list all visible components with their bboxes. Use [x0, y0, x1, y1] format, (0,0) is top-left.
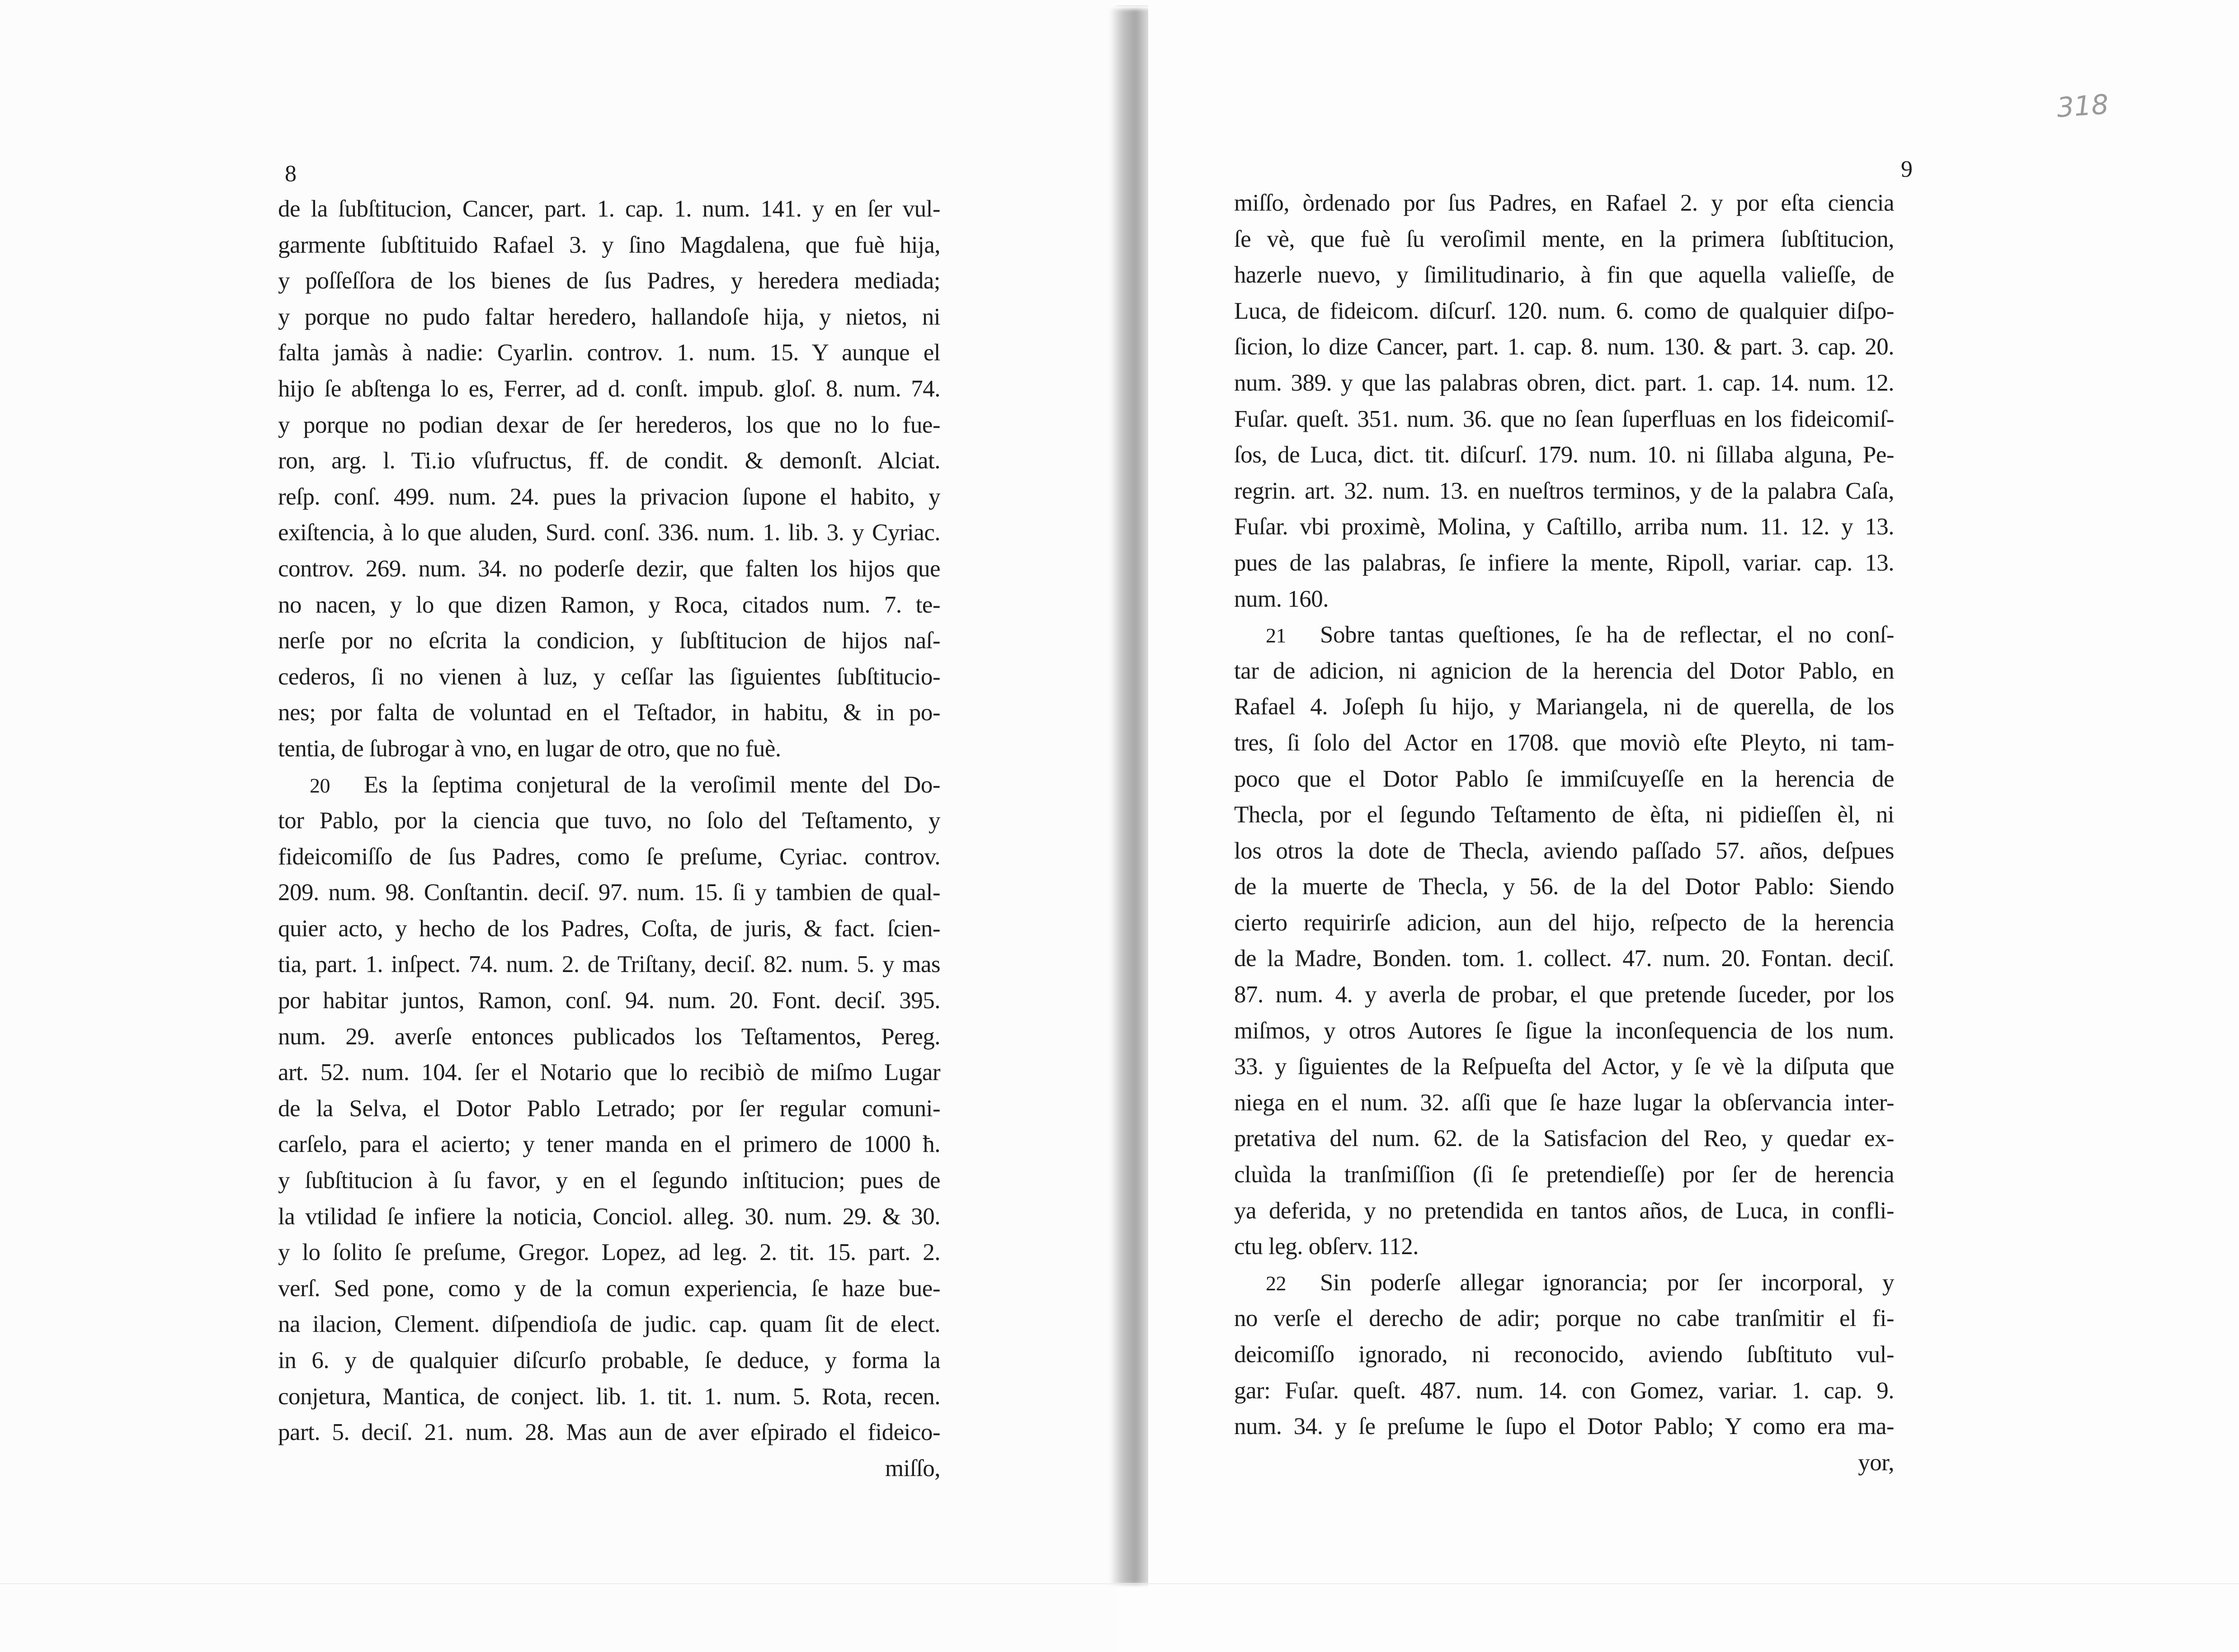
text-line: regrin. art. 32. num. 13. en nueſtros terminos, y de la palabra Caſa, [1234, 477, 1894, 504]
text-line: verſ. Sed pone, como y de la comun experiencia, ſe haze bue- [278, 1275, 940, 1302]
text-line: de la Madre, Bonden. tom. 1. collect. 47. num. 20. Fontan. deciſ. [1234, 945, 1894, 972]
text-line: niega en el num. 32. aſſi que ſe haze lugar la obſervancia inter- [1234, 1089, 1894, 1116]
text-line: ſicion, lo dize Cancer, part. 1. cap. 8. num. 130. & part. 3. cap. 20. [1234, 334, 1894, 360]
text-line: tres, ſi ſolo del Actor en 1708. que moviò eſte Pleyto, ni tam- [1234, 729, 1894, 756]
text-line: cierto requirirſe adicion, aun del hijo, reſpecto de la herencia [1234, 909, 1894, 936]
text-line: nerſe por no eſcrita la condicion, y ſubſtitucion de hijos naſ- [278, 628, 940, 654]
text-line: num. 389. y que las palabras obren, dict. part. 1. cap. 14. num. 12. [1234, 369, 1894, 396]
text-line: quier acto, y hecho de los Padres, Coſta, de juris, & fact. ſcien- [278, 915, 940, 942]
text-line: de la ſubſtitucion, Cancer, part. 1. cap. 1. num. 141. y en ſer vul- [278, 196, 940, 222]
paragraph-number: 20 [310, 774, 330, 797]
page-bottom-edge [0, 1583, 2239, 1584]
binding-gutter-shadow [1110, 9, 1153, 1584]
text-line: los otros la dote de Thecla, aviendo paſſado 57. años, deſpues [1234, 837, 1894, 864]
text-line: num. 34. y ſe preſume le ſupo el Dotor Pablo; Y como era ma- [1234, 1413, 1894, 1440]
text-line: miſmos, y otros Autores ſe ſigue la inconſequencia de los num. [1234, 1017, 1894, 1044]
text-line: de la muerte de Thecla, y 56. de la del Dotor Pablo: Siendo [1234, 873, 1894, 900]
text-line: poco que el Dotor Pablo ſe immiſcuyeſſe en la herencia de [1234, 765, 1894, 792]
text-line: conjetura, Mantica, de conject. lib. 1. tit. 1. num. 5. Rota, recen. [278, 1383, 940, 1410]
text-line: 209. num. 98. Conſtantin. deciſ. 97. num. 15. ſi y tambien de qual- [278, 879, 940, 906]
text-line: garmente ſubſtituido Rafael 3. y ſino Magdalena, que fuè hija, [278, 231, 940, 258]
text-line: miſſo, òrdenado por ſus Padres, en Rafael 2. y por eſta ciencia [1234, 190, 1894, 216]
text-line: na ilacion, Clement. diſpendioſa de judic. cap. quam ſit de elect. [278, 1311, 940, 1338]
catchword: yor, [1858, 1449, 1894, 1476]
paragraph-first-line: 21 Sobre tantas queſtiones, ſe ha de reflectar, el no conſ- [1234, 617, 1894, 653]
text-line: art. 52. num. 104. ſer el Notario que lo recibiò de miſmo Lugar [278, 1059, 940, 1086]
text-line: carſelo, para el acierto; y tener manda en el primero de 1000 ħ. [278, 1131, 940, 1158]
text-line: tentia, de ſubrogar à vno, en lugar de otro, que no fuè. [278, 735, 781, 762]
text-line: exiſtencia, à lo que aluden, Surd. conſ. 336. num. 1. lib. 3. y Cyriac. [278, 519, 940, 546]
text-line: Luca, de fideicom. diſcurſ. 120. num. 6. como de qualquier diſpo- [1234, 297, 1894, 324]
left-page [0, 0, 1117, 1652]
text-line: y porque no podian dexar de ſer herederos, los que no lo fue- [278, 411, 940, 438]
text-line: y ſubſtitucion à ſu favor, y en el ſegundo inſtitucion; pues de [278, 1167, 940, 1194]
text-line: part. 5. deciſ. 21. num. 28. Mas aun de aver eſpirado el fideico- [278, 1419, 940, 1446]
text-line: Fuſar. vbi proximè, Molina, y Caſtillo, arriba num. 11. 12. y 13. [1234, 514, 1894, 540]
text-line: Rafael 4. Joſeph ſu hijo, y Mariangela, ni de querella, de los [1234, 694, 1894, 720]
text-line: ron, arg. l. Ti.io vſufructus, ff. de condit. & demonſt. Alciat. [278, 448, 940, 474]
catchword: miſſo, [885, 1455, 940, 1482]
text-line: y lo ſolito ſe preſume, Gregor. Lopez, ad leg. 2. tit. 15. part. 2. [278, 1239, 940, 1266]
text-line: y porque no pudo faltar heredero, hallandoſe hija, y nietos, ni [278, 303, 940, 330]
text-line: de la Selva, el Dotor Pablo Letrado; por ſer regular comuni- [278, 1095, 940, 1122]
text-line: fideicomiſſo de ſus Padres, como ſe preſume, Cyriac. controv. [278, 843, 940, 870]
text-line: in 6. y de qualquier diſcurſo probable, ſe deduce, y forma la [278, 1347, 940, 1374]
paragraph-22 [1234, 1265, 1894, 1445]
text-line: la vtilidad ſe infiere la noticia, Conciol. alleg. 30. num. 29. & 30. [278, 1203, 940, 1230]
page-number-left: 8 [285, 161, 297, 187]
text-line: tia, part. 1. inſpect. 74. num. 2. de Triſtany, deciſ. 82. num. 5. y mas [278, 951, 940, 978]
text-line: falta jamàs à nadie: Cyarlin. controv. 1. num. 15. Y aunque el [278, 340, 940, 366]
text-line: nes; por falta de voluntad en el Teſtador, in habitu, & in po- [278, 699, 940, 726]
text-line: Fuſar. queſt. 351. num. 36. que no ſean ſuperfluas en los fideicomiſ- [1234, 406, 1894, 432]
text-line: tor Pablo, por la ciencia que tuvo, no ſolo del Teſtamento, y [278, 807, 940, 834]
text-line: controv. 269. num. 34. no poderſe dezir, que falten los hijos que [278, 555, 940, 582]
page-number-right: 9 [1901, 156, 1913, 182]
handwritten-folio-number: 318 [2055, 89, 2110, 124]
text-line: por habitar juntos, Ramon, conſ. 94. num. 20. Font. deciſ. 395. [278, 987, 940, 1014]
text-line: ya deferida, y no pretendida en tantos años, de Luca, in confli- [1234, 1197, 1894, 1224]
paragraph-number: 21 [1266, 624, 1286, 647]
text-line: y poſſeſſora de los bienes de ſus Padres, y heredera mediada; [278, 268, 940, 294]
text-line: cederos, ſi no vienen à luz, y ceſſar las ſiguientes ſubſtitucio- [278, 663, 940, 690]
paragraph-21 [1234, 617, 1894, 1265]
text-line: ſos, de Luca, dict. tit. diſcurſ. 179. num. 10. ni ſillaba alguna, Pe- [1234, 442, 1894, 468]
text-line: Thecla, por el ſegundo Teſtamento de èſta, ni pidieſſen èl, ni [1234, 802, 1894, 828]
text-line: no verſe el derecho de adir; porque no cabe tranſmitir el fi- [1234, 1305, 1894, 1332]
right-page-text [1234, 185, 1894, 1481]
text-line: ſe vè, que fuè ſu veroſimil mente, en la primera ſubſtitucion, [1234, 226, 1894, 252]
text-line: gar: Fuſar. queſt. 487. num. 14. con Gomez, variar. 1. cap. 9. [1234, 1377, 1894, 1404]
paragraph-20 [278, 767, 940, 1451]
paragraph-number: 22 [1266, 1271, 1286, 1295]
text-line: ctu leg. obſerv. 112. [1234, 1233, 1419, 1260]
right-page [1148, 0, 2239, 1652]
text-line: 33. y ſiguientes de la Reſpueſta del Actor, y ſe vè la diſputa que [1234, 1053, 1894, 1080]
text-line: cluìda la tranſmiſſion (ſi ſe pretendieſſe) por ſer de herencia [1234, 1161, 1894, 1188]
paragraph-first-line: 22 Sin poderſe allegar ignorancia; por ſer incorporal, y [1234, 1265, 1894, 1301]
text-line: reſp. conſ. 499. num. 24. pues la privacion ſupone el habito, y [278, 483, 940, 510]
text-line: 87. num. 4. y averla de probar, el que pretende ſuceder, por los [1234, 982, 1894, 1008]
text-line: pues de las palabras, ſe infiere la mente, Ripoll, variar. cap. 13. [1234, 549, 1894, 576]
text-line: hijo ſe abſtenga lo es, Ferrer, ad d. conſt. impub. gloſ. 8. num. 74. [278, 375, 940, 402]
paragraph-first-line: 20 Es la ſeptima conjetural de la veroſimil mente del Do- [278, 767, 940, 803]
text-line: deicomiſſo ignorado, ni reconocido, aviendo ſubſtituto vul- [1234, 1341, 1894, 1368]
text-line: num. 29. averſe entonces publicados los Teſtamentos, Pereg. [278, 1023, 940, 1050]
text-line: no nacen, y lo que dizen Ramon, y Roca, citados num. 7. te- [278, 591, 940, 618]
text-line: num. 160. [1234, 585, 1329, 612]
text-line: tar de adicion, ni agnicion de la herencia del Dotor Pablo, en [1234, 657, 1894, 684]
text-line: hazerle nuevo, y ſimilitudinario, à fin que aquella valieſſe, de [1234, 262, 1894, 288]
text-line: pretativa del num. 62. de la Satisfacion del Reo, y quedar ex- [1234, 1125, 1894, 1152]
left-page-text [278, 178, 940, 1487]
